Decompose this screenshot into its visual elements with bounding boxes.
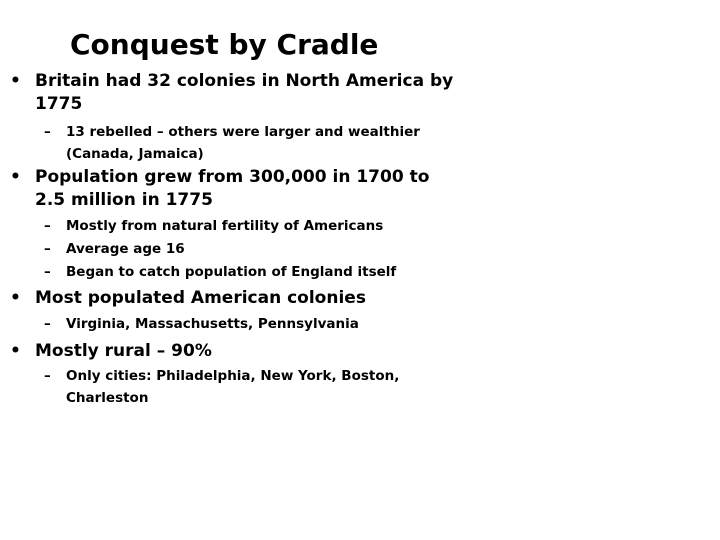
sub-bullet-point <box>44 215 484 237</box>
slide-title: Conquest by Cradle <box>70 28 379 61</box>
sub-bullet-text: Began to catch population of England itself <box>66 264 397 280</box>
dash-icon: – <box>44 241 51 257</box>
sub-bullet-point <box>44 238 484 260</box>
sub-bullet-text: Average age 16 <box>66 241 185 257</box>
sub-bullet-text: Virginia, Massachusetts, Pennsylvania <box>66 316 359 332</box>
bullet-text: Britain had 32 colonies in North America by 1775 <box>35 71 454 114</box>
sub-bullet-text: 13 rebelled – others were larger and wealthier (Canada, Jamaica) <box>66 124 420 162</box>
bullet-point <box>10 166 460 212</box>
bullet-dot-icon: • <box>10 288 21 308</box>
bullet-dot-icon: • <box>10 341 21 361</box>
dash-icon: – <box>44 316 51 332</box>
bullet-text: Most populated American colonies <box>35 288 366 308</box>
bullet-text: Mostly rural – 90% <box>35 341 212 361</box>
bullet-dot-icon: • <box>10 71 21 91</box>
bullet-point <box>10 287 480 310</box>
dash-icon: – <box>44 124 51 140</box>
bullet-point <box>10 70 480 116</box>
dash-icon: – <box>44 264 51 280</box>
sub-bullet-text: Mostly from natural fertility of Americans <box>66 218 384 234</box>
sub-bullet-point <box>44 261 484 283</box>
sub-bullet-point <box>44 365 454 409</box>
bullet-text: Population grew from 300,000 in 1700 to 2.5 million in 1775 <box>35 167 430 210</box>
dash-icon: – <box>44 218 51 234</box>
sub-bullet-text: Only cities: Philadelphia, New York, Boston, Charleston <box>66 368 400 406</box>
sub-bullet-point <box>44 121 474 165</box>
bullet-point <box>10 340 480 363</box>
bullet-dot-icon: • <box>10 167 21 187</box>
dash-icon: – <box>44 368 51 384</box>
sub-bullet-point <box>44 313 484 335</box>
